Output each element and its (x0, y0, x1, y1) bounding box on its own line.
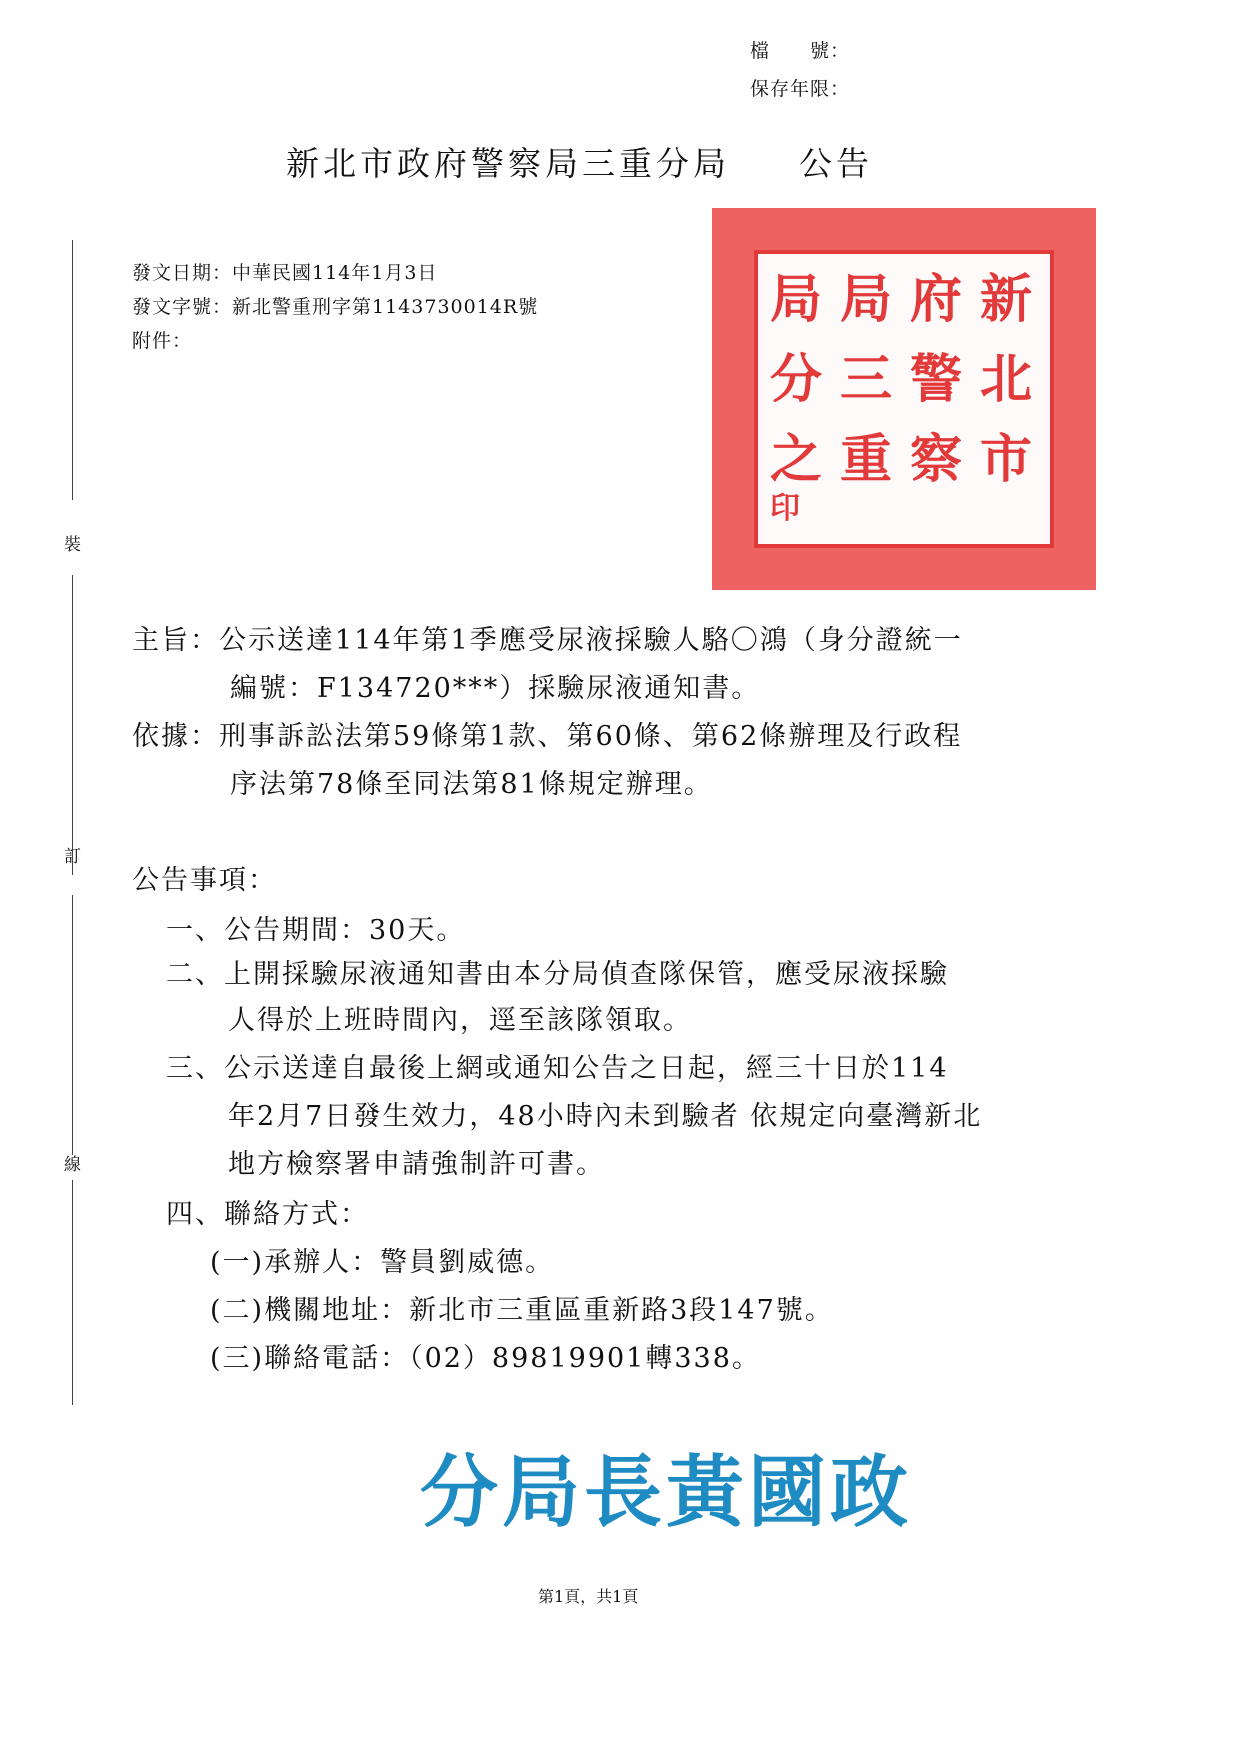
seal-char: 局 (770, 269, 823, 330)
seal-char: 北 (980, 349, 1033, 410)
seal-char: 府 (910, 269, 963, 330)
basis (132, 714, 962, 753)
binding-line (72, 1180, 73, 1405)
basis-line-2: 序法第78條至同法第81條規定辦理。 (230, 769, 713, 800)
notice-item-2-line-2: 人得於上班時間內，逕至該隊領取。 (228, 1005, 692, 1036)
agency-name: 新北市政府警察局三重分局 (286, 144, 730, 183)
seal-char: 局 (840, 269, 893, 330)
document-type: 公告 (799, 144, 873, 183)
contact-address: (二)機關地址：新北市三重區重新路3段147號。 (210, 1295, 834, 1326)
binding-mark-bind: 裝 (64, 535, 81, 555)
contact-officer: (一)承辦人：警員劉威德。 (210, 1247, 555, 1278)
subject (132, 618, 963, 657)
attachment-label: 附件： (132, 330, 193, 352)
binding-mark-line: 線 (64, 1155, 81, 1175)
retention-period-label: 保存年限： (750, 78, 851, 100)
seal-char: 印 (770, 491, 800, 526)
seal-char: 察 (910, 429, 963, 490)
binding-line (72, 895, 73, 1155)
issue-date: 發文日期：中華民國114年1月3日 (132, 262, 438, 284)
notice-item-3-line-1: 三、公示送達自最後上網或通知公告之日起，經三十日於114 (166, 1053, 949, 1084)
page-title (286, 138, 873, 185)
basis-label: 依據： (132, 721, 219, 752)
seal-char: 市 (980, 429, 1033, 490)
seal-inner-frame (754, 250, 1054, 548)
seal-char: 警 (910, 349, 963, 410)
subject-label: 主旨： (132, 625, 219, 656)
subject-line-2: 編號：F134720***）採驗尿液通知書。 (230, 673, 761, 704)
notice-item-2-line-1: 二、上開採驗尿液通知書由本分局偵查隊保管，應受尿液採驗 (166, 959, 949, 990)
notice-item-3-line-3: 地方檢察署申請強制許可書。 (228, 1149, 605, 1180)
seal-char: 重 (840, 429, 893, 490)
contact-phone: (三)聯絡電話：（02）89819901轉338。 (210, 1343, 761, 1374)
seal-char: 三 (840, 349, 893, 410)
official-seal (712, 208, 1096, 590)
notice-item-1: 一、公告期間：30天。 (166, 915, 466, 946)
basis-line-1: 刑事訴訟法第59條第1款、第60條、第62條辦理及行政程 (219, 721, 963, 752)
seal-char: 分 (770, 349, 823, 410)
subject-line-1: 公示送達114年第1季應受尿液採驗人駱〇鴻（身分證統一 (219, 625, 963, 656)
notice-heading: 公告事項： (132, 865, 277, 896)
notice-item-4: 四、聯絡方式： (166, 1199, 369, 1230)
binding-line (72, 575, 73, 875)
binding-mark-staple: 訂 (64, 847, 81, 867)
notice-item-3-line-2: 年2月7日發生效力，48小時內未到驗者 依規定向臺灣新北 (228, 1101, 983, 1132)
seal-char: 之 (770, 429, 823, 490)
chief-signature-stamp: 分局長黃國政 (420, 1448, 913, 1538)
seal-char: 新 (980, 269, 1033, 330)
reference-number: 發文字號：新北警重刑字第1143730014R號 (132, 296, 539, 318)
page-number: 第1頁，共1頁 (538, 1587, 639, 1606)
file-number-label: 檔 號： (750, 40, 851, 62)
binding-line (72, 240, 73, 500)
